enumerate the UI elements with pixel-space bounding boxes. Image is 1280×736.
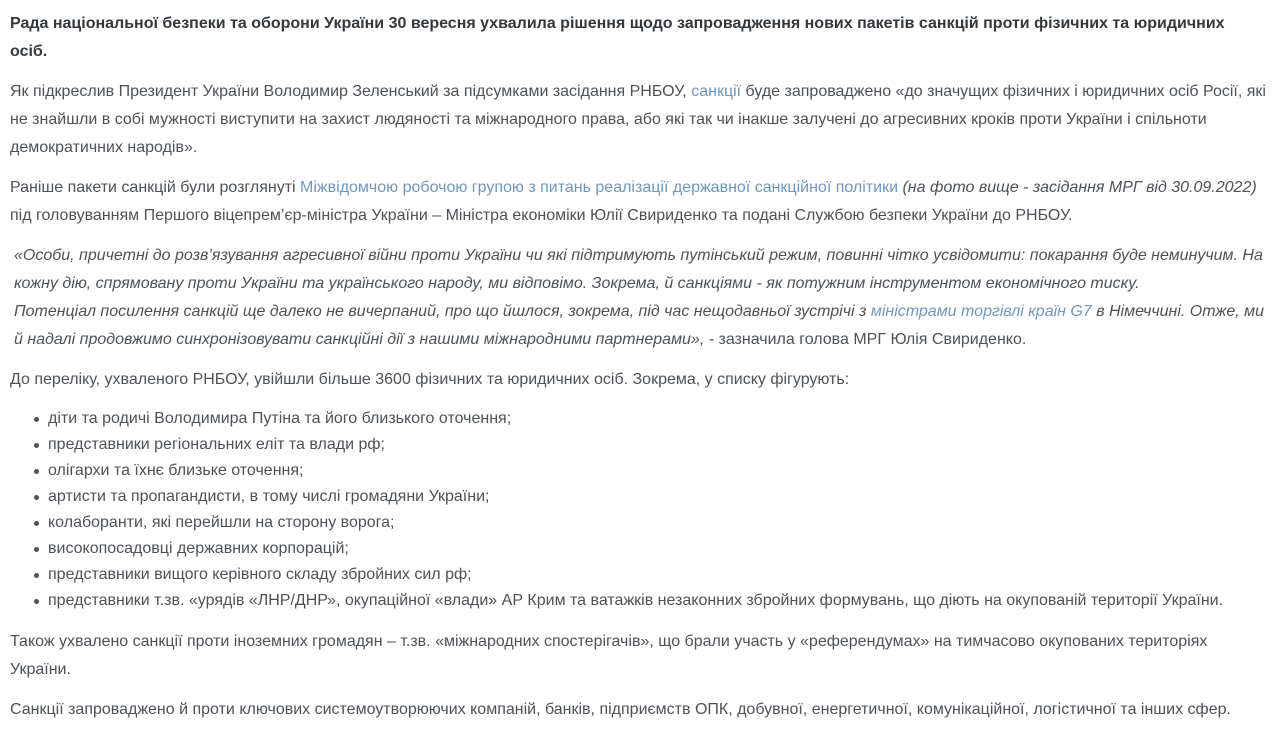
paragraph-companies: Санкції запроваджено й проти ключових системоутворюючих компаній, банків, підприємств ОПК, добувної, енергетичної, комунікаційної, логістичної та інших сфер. <box>10 701 1231 718</box>
list-item: олігархи та їхнє близьке оточення; <box>10 458 1266 484</box>
packages-text-before: Раніше пакети санкцій були розглянуті <box>10 179 301 196</box>
list-item: представники регіональних еліт та влади рф; <box>10 432 1266 458</box>
list-item: артисти та пропагандисти, в тому числі громадяни України; <box>10 484 1266 510</box>
photo-note: (на фото вище - засідання МРГ від 30.09.2022) <box>898 179 1257 196</box>
list-item: колаборанти, які перейшли на сторону ворога; <box>10 510 1266 536</box>
quote-paragraph-1: «Особи, причетні до розв’язування агресивної війни проти України чи які підтримують путінський режим, повинні чітко усвідомити: покарання буде неминучим. На кожну дію, спрямовану проти України та українського народу, ми відповімо. Зокрема, й санкціями - як потужним інструментом економічного тиску. <box>14 247 1263 292</box>
list-item: високопосадовці державних корпорацій; <box>10 536 1266 562</box>
paragraph-list-intro: До переліку, ухваленого РНБОУ, увійшли більше 3600 фізичних та юридичних осіб. Зокрема, у списку фігурують: <box>10 371 850 388</box>
packages-text-after: під головуванням Першого віцепрем’єр-міністра України – Міністра економіки Юлії Свириденко та подані Службою безпеки України до РНБОУ. <box>10 207 1073 224</box>
quote-attribution: зазначила голова МРГ Юлія Свириденко. <box>718 331 1027 348</box>
lead-paragraph: Рада національної безпеки та оборони України 30 вересня ухвалила рішення щодо запровадження нових пакетів санкцій проти фізичних та юридичних осіб. <box>10 15 1225 60</box>
g7-ministers-link[interactable]: міністрами торгівлі країн G7 <box>870 303 1092 320</box>
president-text-before: Як підкреслив Президент України Володимир Зеленський за підсумками засідання РНБОУ, <box>10 83 692 100</box>
working-group-link[interactable]: Міжвідомчою робочою групою з питань реалізації державної санкційної політики <box>300 179 899 196</box>
president-text-after: буде запроваджено «до значущих фізичних і юридичних осіб Росії, які не знайшли в собі мужності виступити на захист людяності та міжнародного права, або які так чи інакше залучені до агресивних кроків проти України і спільноти демократичних народів». <box>10 83 1266 156</box>
quote-block <box>10 242 1266 354</box>
list-item: представники т.зв. «урядів «ЛНР/ДНР», окупаційної «влади» АР Крим та ватажків незаконних збройних формувань, що діють на окупованій території України. <box>10 588 1266 614</box>
list-item: діти та родичі Володимира Путіна та його близького оточення; <box>10 406 1266 432</box>
paragraph-packages <box>10 174 1266 230</box>
quote-text-after-link: в Німеччині. Отже, ми й надалі продовжимо синхронізовувати санкційні дії з нашими міжнародними партнерами», - <box>14 303 1265 348</box>
paragraph-president <box>10 78 1266 162</box>
quote-paragraph-2 <box>14 298 1266 354</box>
sanctions-list <box>10 406 1266 614</box>
paragraph-observers: Також ухвалено санкції проти іноземних громадян – т.зв. «міжнародних спостерігачів», що брали участь у «референдумах» на тимчасово окупованих територіях України. <box>10 633 1208 678</box>
list-item: представники вищого керівного складу збройних сил рф; <box>10 562 1266 588</box>
sanctions-link[interactable]: санкції <box>691 83 742 100</box>
quote-text-before-link: Потенціал посилення санкцій ще далеко не вичерпаний, про що йшлося, зокрема, під час нещодавньої зустрічі з <box>14 303 871 320</box>
